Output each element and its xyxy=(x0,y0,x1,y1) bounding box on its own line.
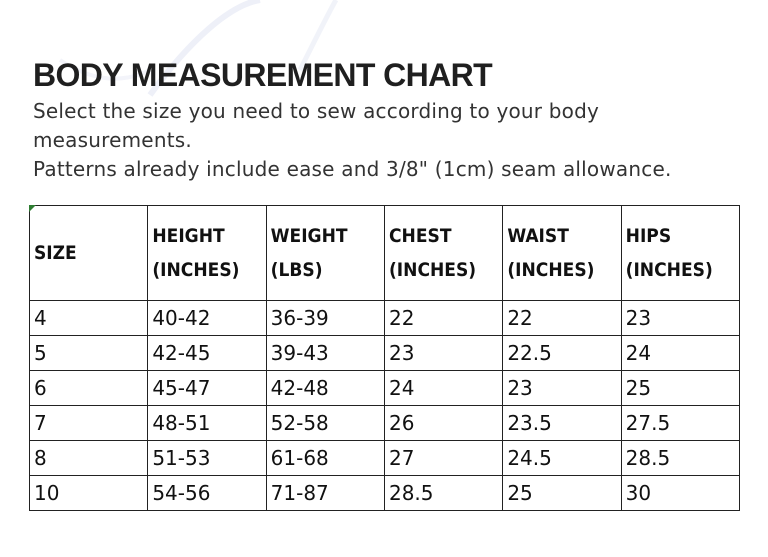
cell-chest: 22 xyxy=(384,301,502,336)
header-weight xyxy=(266,206,384,301)
header-label: HIPS xyxy=(625,225,672,247)
subtitle-line: Select the size you need to sew according to your body xyxy=(33,99,600,123)
cell-waist: 24.5 xyxy=(503,441,621,476)
cell-waist: 22.5 xyxy=(503,336,621,371)
cell-weight: 52-58 xyxy=(266,406,384,441)
cell-weight: 42-48 xyxy=(266,371,384,406)
header-height xyxy=(148,206,266,301)
table-header-row xyxy=(30,206,740,301)
header-unit: (INCHES) xyxy=(152,259,240,281)
header-label: HEIGHT xyxy=(152,225,225,247)
cell-chest: 27 xyxy=(384,441,502,476)
cell-height: 40-42 xyxy=(148,301,266,336)
subtitle-line: Patterns already include ease and 3/8" (1cm) seam allowance. xyxy=(33,157,672,181)
header-chest xyxy=(384,206,502,301)
cell-size: 8 xyxy=(30,441,148,476)
header-label: CHEST xyxy=(388,225,452,247)
cell-height: 48-51 xyxy=(148,406,266,441)
cell-size: 6 xyxy=(30,371,148,406)
cell-weight: 61-68 xyxy=(266,441,384,476)
corner-mark xyxy=(29,205,36,212)
header-label: WAIST xyxy=(507,225,569,247)
cell-hips: 28.5 xyxy=(621,441,739,476)
table-row xyxy=(30,441,740,476)
cell-hips: 25 xyxy=(621,371,739,406)
page-title: BODY MEASUREMENT CHART xyxy=(33,57,493,93)
cell-size: 7 xyxy=(30,406,148,441)
header-unit: (LBS) xyxy=(270,259,323,281)
header-unit: (INCHES) xyxy=(388,259,477,281)
cell-size: 10 xyxy=(30,476,148,511)
cell-hips: 30 xyxy=(621,476,739,511)
measurement-table xyxy=(29,205,740,511)
table-row xyxy=(30,301,740,336)
cell-height: 51-53 xyxy=(148,441,266,476)
cell-chest: 26 xyxy=(384,406,502,441)
cell-weight: 71-87 xyxy=(266,476,384,511)
cell-hips: 24 xyxy=(621,336,739,371)
table-row xyxy=(30,406,740,441)
cell-chest: 24 xyxy=(384,371,502,406)
cell-waist: 25 xyxy=(503,476,621,511)
cell-size: 4 xyxy=(30,301,148,336)
table-row xyxy=(30,476,740,511)
subtitle-line: measurements. xyxy=(33,128,192,152)
cell-weight: 36-39 xyxy=(266,301,384,336)
cell-chest: 23 xyxy=(384,336,502,371)
cell-hips: 27.5 xyxy=(621,406,739,441)
header-size xyxy=(30,206,148,301)
cell-waist: 23 xyxy=(503,371,621,406)
cell-height: 45-47 xyxy=(148,371,266,406)
header-label: SIZE xyxy=(34,242,77,264)
header-label: WEIGHT xyxy=(270,225,348,247)
cell-waist: 22 xyxy=(503,301,621,336)
header-unit: (INCHES) xyxy=(507,259,595,281)
subtitle xyxy=(33,97,733,184)
cell-waist: 23.5 xyxy=(503,406,621,441)
cell-size: 5 xyxy=(30,336,148,371)
cell-weight: 39-43 xyxy=(266,336,384,371)
cell-chest: 28.5 xyxy=(384,476,502,511)
header-unit: (INCHES) xyxy=(625,259,713,281)
header-hips xyxy=(621,206,739,301)
table-row xyxy=(30,371,740,406)
cell-height: 42-45 xyxy=(148,336,266,371)
cell-height: 54-56 xyxy=(148,476,266,511)
table-row xyxy=(30,336,740,371)
header-waist xyxy=(503,206,621,301)
cell-hips: 23 xyxy=(621,301,739,336)
